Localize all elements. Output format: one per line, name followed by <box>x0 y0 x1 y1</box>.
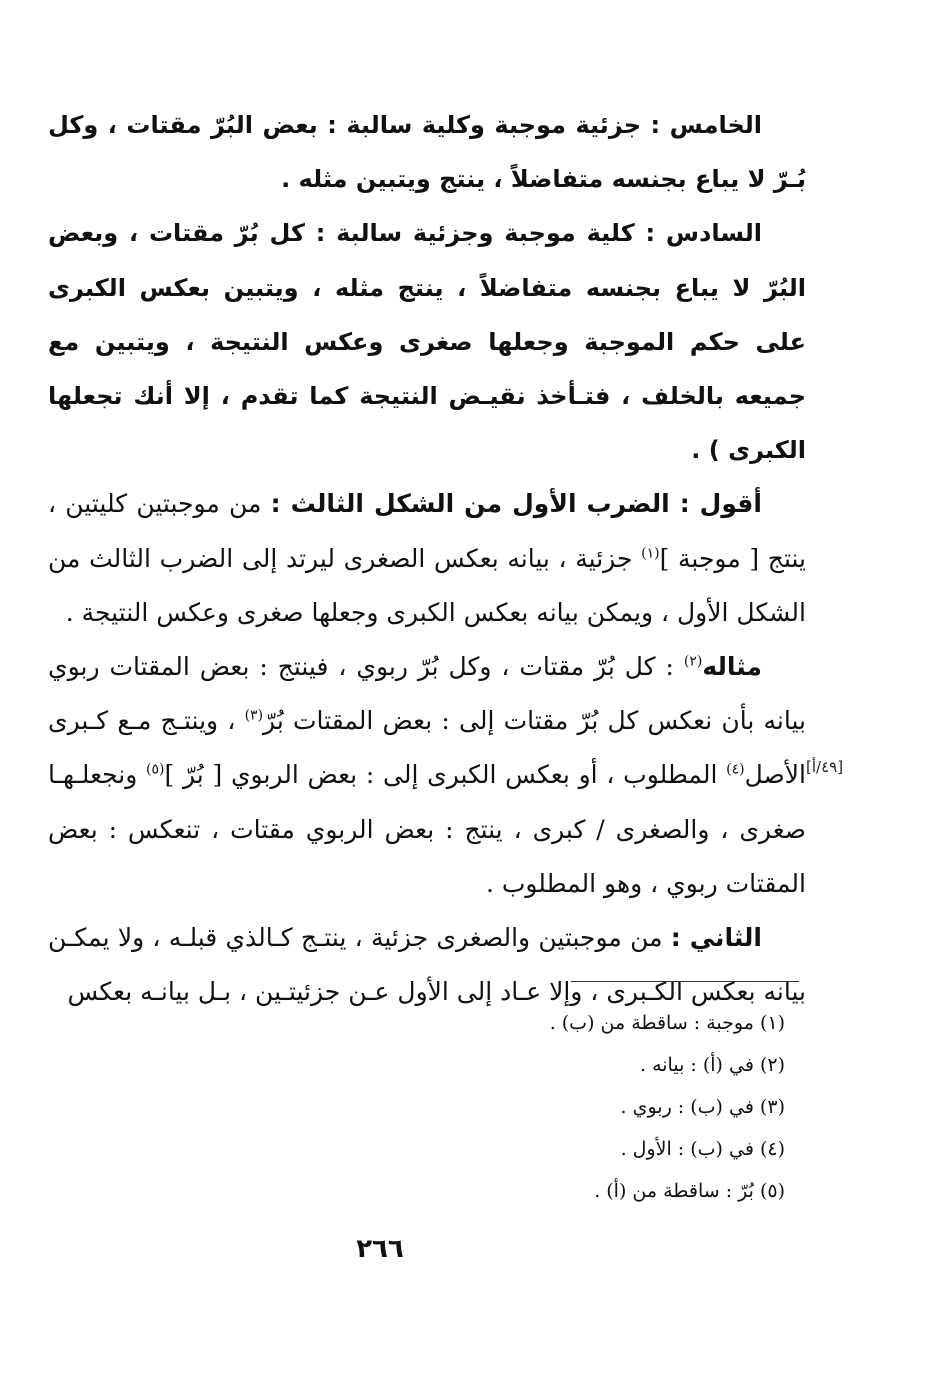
footnote-marker: (١) <box>641 545 660 562</box>
paragraph-text: المطلوب ، أو بعكس الكبرى إلى : بعض الربوي [ بُرّ ] <box>164 760 727 790</box>
paragraph-example <box>48 640 806 911</box>
paragraph-text: ، وينتـج مـع كـبرى الأصل <box>48 706 806 790</box>
paragraph-sixth-mood <box>48 206 806 477</box>
paragraph-fifth-mood <box>48 98 806 206</box>
footnote-marker: (٤) <box>726 762 745 779</box>
paragraph-lead: الثاني : <box>670 923 762 953</box>
main-text <box>48 98 806 1019</box>
footnote-marker: (٥) <box>146 762 165 779</box>
paragraph-text: : كل بُرّ مقتات ، وكل بُرّ ربوي ، فينتج : بعض المقتات ربوي بيانه بأن نعكس كل بُرّ مقتات إلى : بعض المقتات بُرّ <box>48 652 806 736</box>
footnote-item: (٥) بُرّ : ساقطة من (أ) . <box>594 1180 785 1202</box>
paragraph-lead: مثاله <box>702 652 762 682</box>
paragraph-lead: أقول : الضرب الأول من الشكل الثالث : <box>270 489 762 519</box>
paragraph-text: جزئية ، بيانه بعكس الصغرى ليرتد إلى الضرب الثالث من الشكل الأول ، ويمكن بيانه بعكس الكبرى وجعلها صغرى وعكس النتيجة . <box>48 543 806 627</box>
footnote-item: (٣) في (ب) : ربوي . <box>620 1096 785 1118</box>
paragraph-text: من موجبتين كليتين ، ينتج [ موجبة ] <box>48 489 806 573</box>
footnote-marker: (٣) <box>244 707 264 724</box>
footnotes <box>400 1002 785 1212</box>
page-number: ٢٦٦ <box>356 1234 404 1264</box>
footnote-item: (٤) في (ب) : الأول . <box>620 1138 785 1160</box>
footnote-item: (١) موجبة : ساقطة من (ب) . <box>549 1012 785 1034</box>
footnote-marker: (٢) <box>683 653 703 670</box>
paragraph-text: الخامس : جزئية موجبة وكلية سالبة : بعض البُرّ مقتات ، وكل بُـرّ لا يباع بجنسه متفاضلاً ، ينتج ويتبين مثله . <box>48 111 806 194</box>
footnote-item: (٢) في (أ) : بيانه . <box>640 1054 785 1076</box>
manuscript-folio-reference: [٤٩/أ] <box>806 758 844 776</box>
footnote-divider <box>571 981 799 982</box>
paragraph-text: من موجبتين والصغرى جزئية ، ينتـج كـالذي قبلـه ، ولا يمكـن بيانه بعكس الكـبرى ، وإلا عـاد إلى الأول عـن جزئيتـين ، بـل بيانـه بعكس <box>48 923 806 1007</box>
paragraph-text: ونجعلـهـا صغرى ، والصغرى / كبرى ، ينتج : بعض الربوي مقتات ، تنعكس : بعض المقتات ربوي ، وهو المطلوب . <box>48 760 806 898</box>
paragraph-first-figure-three <box>48 477 806 640</box>
paragraph-text: السادس : كلية موجبة وجزئية سالبة : كل بُرّ مقتات ، وبعض البُرّ لا يباع بجنسه متفاضلاً ، ينتج مثله ، ويتبين بعكس الكبرى على حكم الموجبة وجعلها صغرى وعكس النتيجة ، ويتبين مع جميعه بالخلف ، فتـأخذ نقيـض النتيجة كما تقدم ، إلا أنك تجعلها الكبرى ) . <box>48 219 806 465</box>
